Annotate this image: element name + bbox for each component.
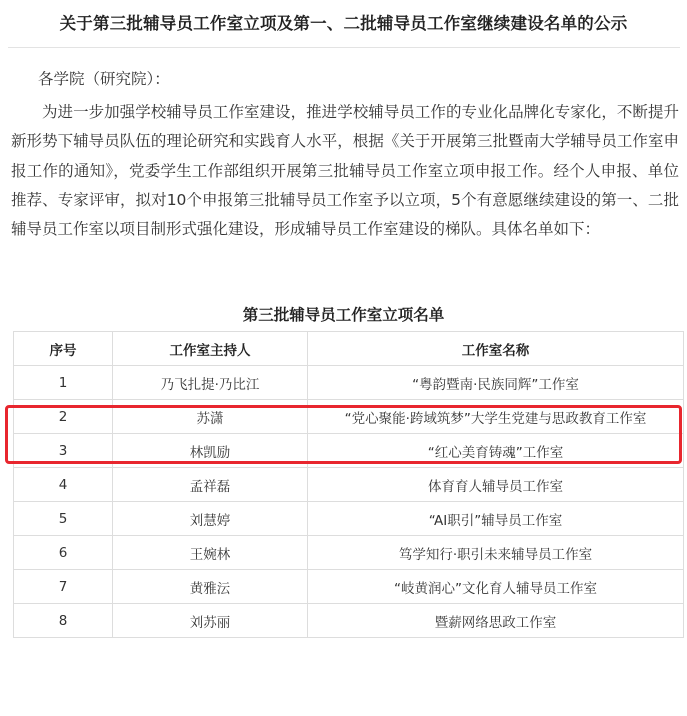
table-row xyxy=(14,536,684,570)
row-studio-name: “岐黄润心”文化育人辅导员工作室 xyxy=(308,570,684,604)
table-row xyxy=(14,468,684,502)
table-row xyxy=(14,400,684,434)
header-host: 工作室主持人 xyxy=(113,332,308,366)
row-host: 林凯励 xyxy=(113,434,308,468)
studio-roster-table xyxy=(13,331,684,638)
page-title: 关于第三批辅导员工作室立项及第一、二批辅导员工作室继续建设名单的公示 xyxy=(59,14,628,33)
row-studio-name: 体育育人辅导员工作室 xyxy=(308,468,684,502)
row-studio-name: “粤韵暨南·民族同辉”工作室 xyxy=(308,366,684,400)
row-studio-name: 暨薪网络思政工作室 xyxy=(308,604,684,638)
salutation: 各学院（研究院）： xyxy=(38,70,170,88)
notice-body-paragraph: 为进一步加强学校辅导员工作室建设，推进学校辅导员工作的专业化品牌化专家化，不断提升新形势下辅导员队伍的理论研究和实践育人水平，根据《关于开展第三批暨南大学辅导员工作室申报工作的通知》，党委学生工作部组织开展第三批辅导员工作室立项申报工作。经个人申报、单位推荐、专家评审，拟对10个申报第三批辅导员工作室予以立项，5个有意愿继续建设的第一、二批辅导员工作室以项目制形式强化建设，形成辅导员工作室建设的梯队。具体名单如下： xyxy=(11,103,679,239)
row-seq: 1 xyxy=(14,366,113,400)
row-host: 刘慧婷 xyxy=(113,502,308,536)
row-seq: 4 xyxy=(14,468,113,502)
row-studio-name: “党心聚能·跨域筑梦”大学生党建与思政教育工作室 xyxy=(308,400,684,434)
title-divider xyxy=(8,47,680,48)
table-header-row xyxy=(14,332,684,366)
header-studio-name: 工作室名称 xyxy=(308,332,684,366)
row-seq: 7 xyxy=(14,570,113,604)
row-host: 刘苏丽 xyxy=(113,604,308,638)
table-row xyxy=(14,434,684,468)
row-host: 乃飞扎提·乃比江 xyxy=(113,366,308,400)
row-seq: 8 xyxy=(14,604,113,638)
row-host: 苏潇 xyxy=(113,400,308,434)
row-seq: 6 xyxy=(14,536,113,570)
table-title: 第三批辅导员工作室立项名单 xyxy=(242,306,445,324)
row-host: 王婉林 xyxy=(113,536,308,570)
row-seq: 2 xyxy=(14,400,113,434)
row-host: 孟祥磊 xyxy=(113,468,308,502)
header-seq: 序号 xyxy=(14,332,113,366)
table-row xyxy=(14,366,684,400)
row-host: 黄雅沄 xyxy=(113,570,308,604)
row-studio-name: “AI职引”辅导员工作室 xyxy=(308,502,684,536)
row-studio-name: “红心美育铸魂”工作室 xyxy=(308,434,684,468)
table-row xyxy=(14,502,684,536)
table-row xyxy=(14,570,684,604)
row-seq: 5 xyxy=(14,502,113,536)
row-studio-name: 笃学知行·职引未来辅导员工作室 xyxy=(308,536,684,570)
table-row xyxy=(14,604,684,638)
row-seq: 3 xyxy=(14,434,113,468)
